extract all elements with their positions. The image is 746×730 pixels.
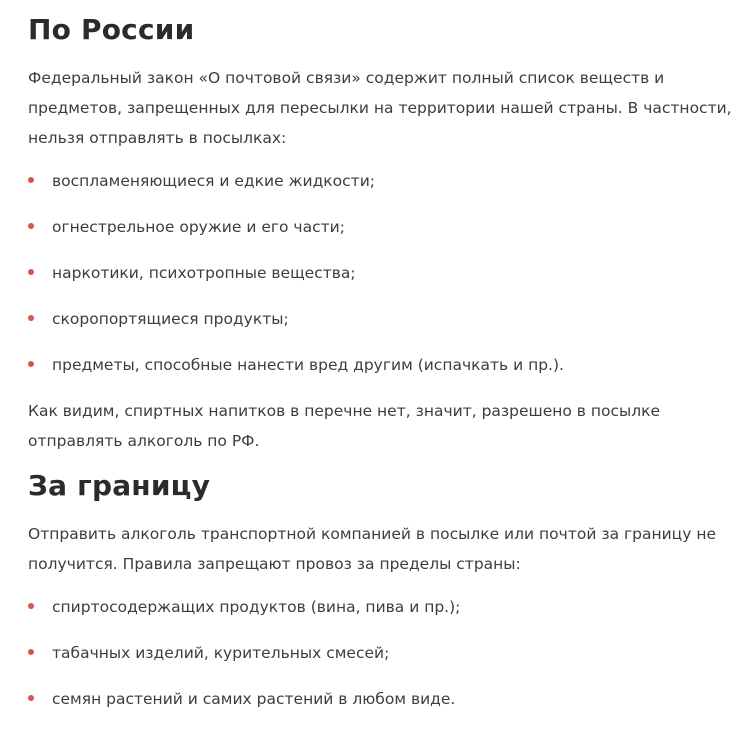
section-title-abroad: За границу: [28, 469, 211, 502]
bullet-dot-icon: [28, 315, 34, 321]
bullet-dot-icon: [28, 603, 34, 609]
list-item: [28, 638, 733, 668]
intro-line: нельзя отправлять в посылках:: [28, 129, 287, 147]
intro-line: получится. Правила запрещают провоз за пределы страны:: [28, 555, 521, 573]
list-item-text: наркотики, психотропные вещества;: [52, 264, 356, 282]
list-item: [28, 212, 733, 242]
list-item: [28, 592, 733, 622]
list-item: [28, 166, 733, 196]
list-item-text: воспламеняющиеся и едкие жидкости;: [52, 172, 375, 190]
bullet-dot-icon: [28, 177, 34, 183]
list-item-text: табачных изделий, курительных смесей;: [52, 644, 390, 662]
intro-line: Федеральный закон «О почтовой связи» содержит полный список веществ и: [28, 69, 665, 87]
prohibited-list-abroad: [28, 592, 733, 730]
intro-line: предметов, запрещенных для пересылки на территории нашей страны. В частности,: [28, 99, 732, 117]
prohibited-list-russia: [28, 166, 733, 396]
list-item: [28, 304, 733, 334]
list-item-text: скоропортящиеся продукты;: [52, 310, 289, 328]
bullet-dot-icon: [28, 269, 34, 275]
conclusion-line: отправлять алкоголь по РФ.: [28, 432, 260, 450]
section-conclusion-russia: [28, 396, 733, 456]
bullet-dot-icon: [28, 361, 34, 367]
list-item-text: спиртосодержащих продуктов (вина, пива и пр.);: [52, 598, 461, 616]
conclusion-line: Как видим, спиртных напитков в перечне нет, значит, разрешено в посылке: [28, 402, 661, 420]
list-item: [28, 350, 733, 380]
bullet-dot-icon: [28, 695, 34, 701]
section-title-russia: По России: [28, 13, 195, 46]
list-item-text: предметы, способные нанести вред другим (испачкать и пр.).: [52, 356, 564, 374]
section-intro-abroad: [28, 519, 733, 579]
list-item-text: семян растений и самих растений в любом виде.: [52, 690, 456, 708]
list-item-text: огнестрельное оружие и его части;: [52, 218, 345, 236]
intro-line: Отправить алкоголь транспортной компанией в посылке или почтой за границу не: [28, 525, 717, 543]
bullet-dot-icon: [28, 223, 34, 229]
list-item: [28, 684, 733, 714]
bullet-dot-icon: [28, 649, 34, 655]
section-intro-russia: [28, 63, 733, 153]
list-item: [28, 258, 733, 288]
